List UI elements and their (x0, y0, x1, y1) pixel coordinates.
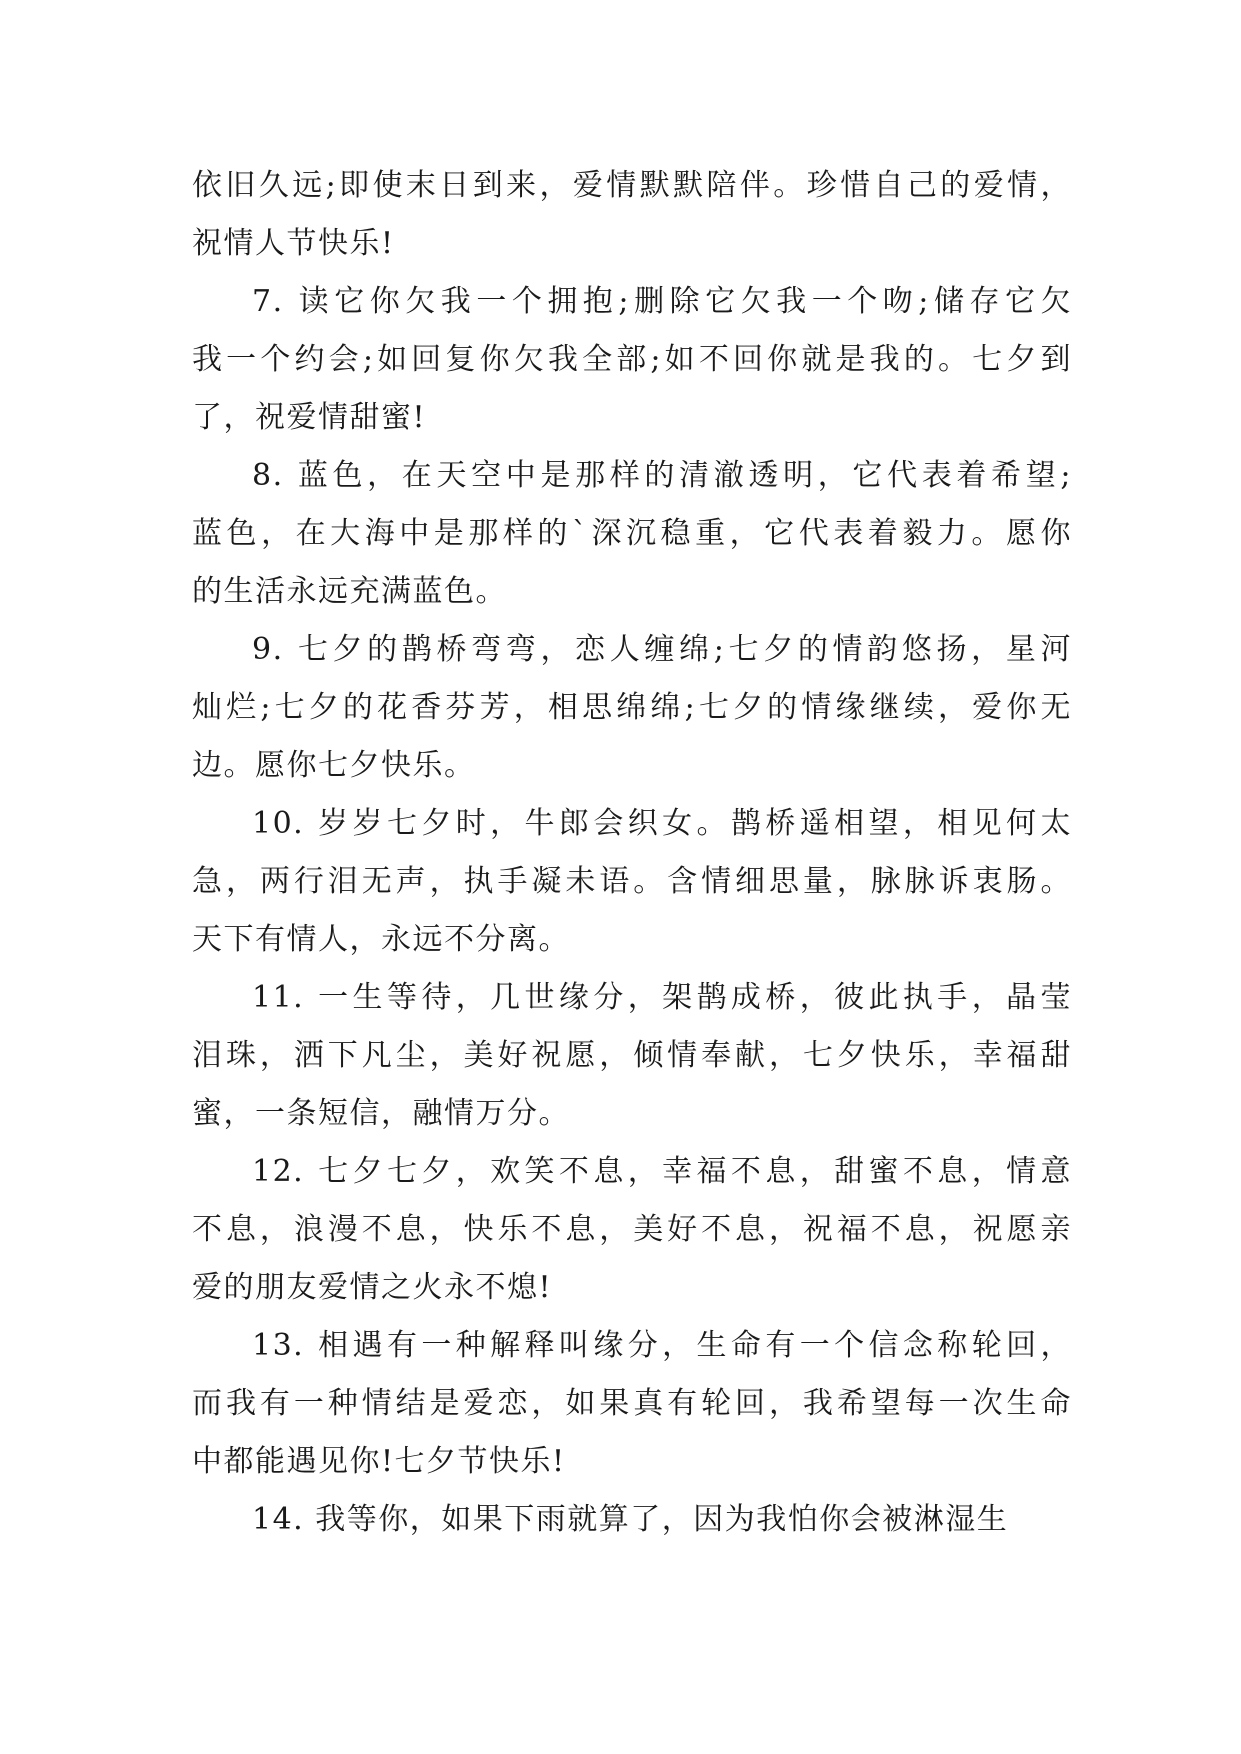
text-line: 10. 岁岁七夕时，牛郎会织女。鹊桥遥相望，相见何太 (252, 806, 1072, 841)
text-line: 蜜，一条短信，融情万分。 (192, 1096, 570, 1131)
text-line: 了，祝爱情甜蜜! (192, 400, 427, 435)
paragraph (192, 795, 1072, 969)
paragraph (192, 621, 1072, 795)
text-line: 8. 蓝色，在天空中是那样的清澈透明，它代表着希望; (252, 458, 1072, 493)
paragraph (192, 157, 1072, 273)
text-line: 13. 相遇有一种解释叫缘分，生命有一个信念称轮回， (252, 1328, 1072, 1363)
text-line: 9. 七夕的鹊桥弯弯，恋人缠绵;七夕的情韵悠扬，星河 (252, 632, 1072, 667)
text-line: 依旧久远;即使末日到来，爱情默默陪伴。珍惜自己的爱情， (192, 168, 1072, 203)
text-line: 14. 我等你，如果下雨就算了，因为我怕你会被淋湿生 (252, 1502, 1009, 1537)
text-line: 蓝色，在大海中是那样的`深沉稳重，它代表着毅力。愿你 (192, 516, 1072, 551)
paragraph (192, 273, 1072, 447)
paragraph (192, 969, 1072, 1143)
paragraph (192, 1491, 1072, 1549)
text-line: 中都能遇见你!七夕节快乐! (192, 1444, 566, 1479)
paragraph (192, 447, 1072, 621)
text-line: 我一个约会;如回复你欠我全部;如不回你就是我的。七夕到 (192, 342, 1072, 377)
text-line: 急，两行泪无声，执手凝未语。含情细思量，脉脉诉衷肠。 (192, 864, 1072, 899)
text-line: 祝情人节快乐! (192, 226, 395, 261)
text-line: 的生活永远充满蓝色。 (192, 574, 507, 609)
paragraph (192, 1317, 1072, 1491)
text-line: 泪珠，洒下凡尘，美好祝愿，倾情奉献，七夕快乐，幸福甜 (192, 1038, 1072, 1073)
text-line: 11. 一生等待，几世缘分，架鹊成桥，彼此执手，晶莹 (252, 980, 1072, 1015)
text-line: 天下有情人，永远不分离。 (192, 922, 570, 957)
text-line: 边。愿你七夕快乐。 (192, 748, 476, 783)
text-line: 7. 读它你欠我一个拥抱;删除它欠我一个吻;储存它欠 (252, 284, 1072, 319)
text-line: 不息，浪漫不息，快乐不息，美好不息，祝福不息，祝愿亲 (192, 1212, 1072, 1247)
text-line: 12. 七夕七夕，欢笑不息，幸福不息，甜蜜不息，情意 (252, 1154, 1072, 1189)
document-body (192, 157, 1072, 1549)
paragraph (192, 1143, 1072, 1317)
text-line: 灿烂;七夕的花香芬芳，相思绵绵;七夕的情缘继续，爱你无 (192, 690, 1072, 725)
text-line: 爱的朋友爱情之火永不熄! (192, 1270, 553, 1305)
text-line: 而我有一种情结是爱恋，如果真有轮回，我希望每一次生命 (192, 1386, 1072, 1421)
